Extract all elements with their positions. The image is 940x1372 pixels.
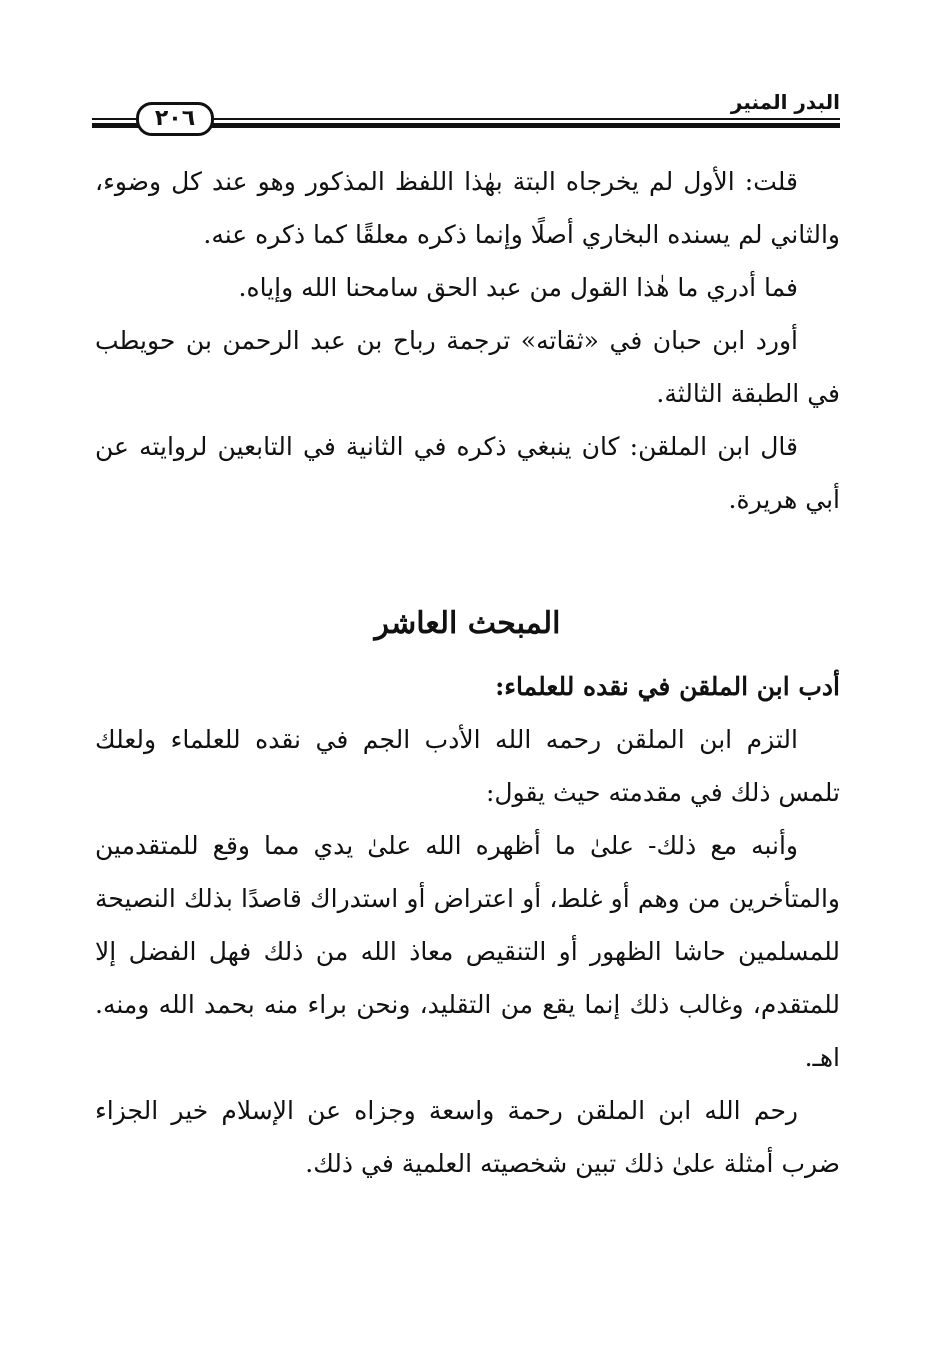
paragraph: أورد ابن حبان في «ثقاته» ترجمة رباح بن عبد الرحمن بن حويطب في الطبقة الثالثة. (95, 326, 840, 408)
paragraph: قال ابن الملقن: كان ينبغي ذكره في الثانية في التابعين لروايته عن أبي هريرة. (95, 432, 840, 514)
running-title: البدر المنير (730, 90, 840, 114)
paragraph: التزم ابن الملقن رحمه الله الأدب الجم في نقده للعلماء ولعلك تلمس ذلك في مقدمته حيث يقول: (95, 725, 840, 807)
section-title: المبحث العاشر (374, 606, 561, 641)
page-number: ٢٠٦ (136, 102, 214, 136)
paragraph: قلت: الأول لم يخرجاه البتة بهٰذا اللفظ المذكور وهو عند كل وضوء، والثاني لم يسنده البخاري أصلًا وإنما ذكره معلقًا كما ذكره عنه. (95, 167, 840, 249)
quoted-paragraph: وأنبه مع ذلك- علىٰ ما أظهره الله علىٰ يدي مما وقع للمتقدمين والمتأخرين من وهم أو غلط، أو اعتراض أو استدراك قاصدًا بذلك النصيحة للمسلمين حاشا الظهور أو التنقيص معاذ الله من ذلك فهل الفضل إلا للمتقدم، وغالب ذلك إنما يقع من التقليد، ونحن براء منه بحمد الله ومنه. اهـ. (95, 831, 840, 1072)
paragraph: رحم الله ابن الملقن رحمة واسعة وجزاه عن الإسلام خير الجزاء ضرب أمثلة علىٰ ذلك تبين شخصيته العلمية في ذلك. (95, 1096, 840, 1178)
page-body (95, 155, 840, 1190)
paragraph: فما أدري ما هٰذا القول من عبد الحق سامحنا الله وإياه. (238, 273, 798, 302)
subheading: أدب ابن الملقن في نقده للعلماء: (495, 672, 840, 701)
page-header (92, 90, 840, 140)
